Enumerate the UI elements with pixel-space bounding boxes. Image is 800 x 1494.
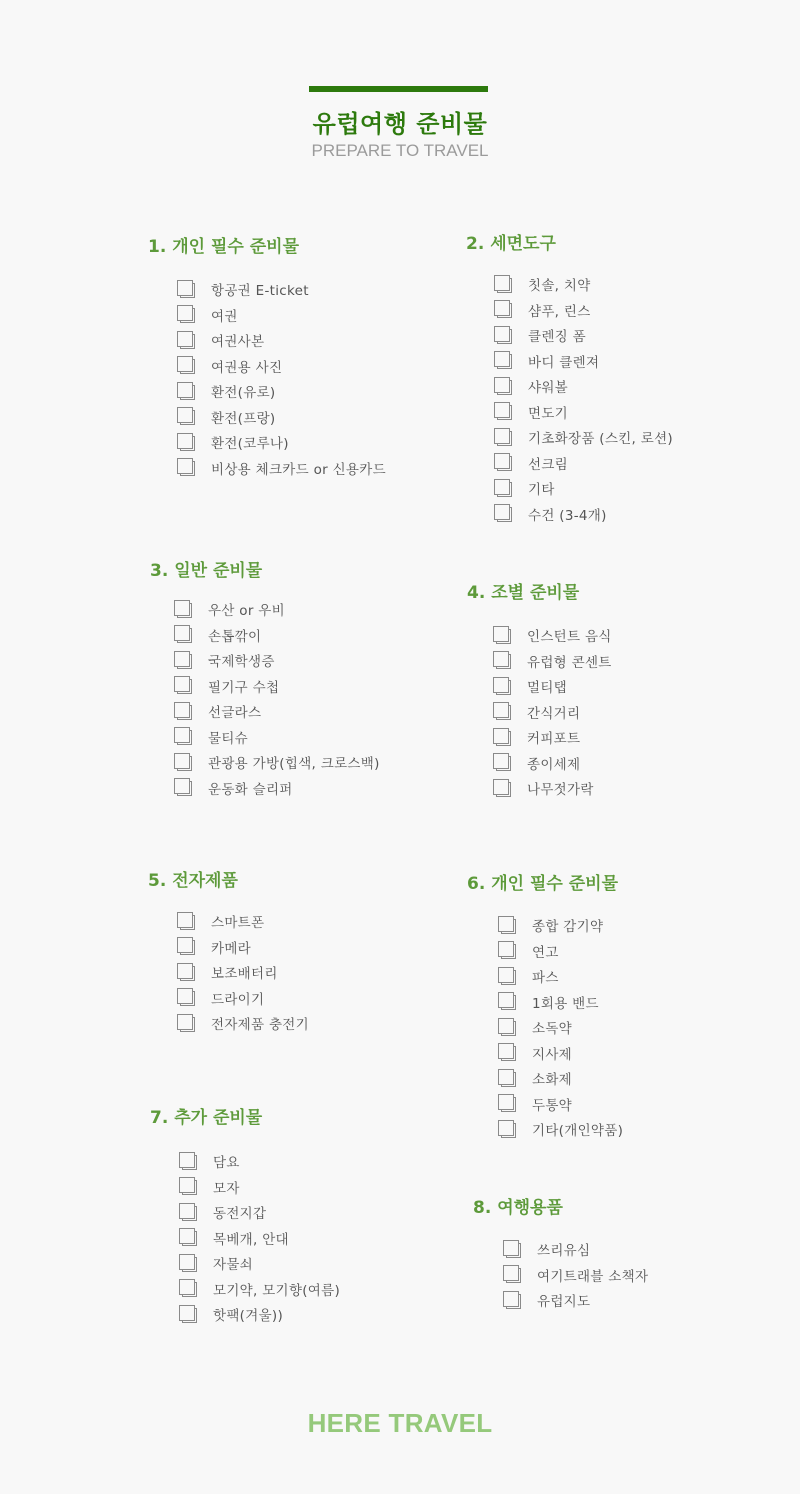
checklist-item[interactable] (179, 1202, 266, 1222)
checklist-item-label: 간식거리 (527, 705, 581, 722)
checklist-item[interactable] (177, 407, 276, 427)
checkbox[interactable] (177, 988, 196, 1007)
checklist-item-label: 자물쇠 (213, 1257, 254, 1273)
checklist-item-label: 유럽지도 (537, 1294, 591, 1310)
page-subtitle: PREPARE TO TRAVEL (311, 141, 489, 160)
checklist-item-label: 기타(개인약품) (532, 1123, 624, 1139)
footer-brand: HERE TRAVEL (307, 1408, 493, 1438)
checkbox[interactable] (179, 1228, 198, 1247)
checkbox[interactable] (174, 676, 193, 695)
checkbox[interactable] (179, 1279, 198, 1298)
checklist-item[interactable] (177, 962, 278, 982)
checklist-item[interactable] (503, 1265, 648, 1285)
checklist-item-label: 여권 (211, 308, 238, 325)
checklist-item-label: 종합 감기약 (532, 919, 604, 935)
checkbox[interactable] (494, 326, 513, 345)
checklist-item-label: 인스턴트 음식 (527, 629, 612, 645)
checkbox[interactable] (493, 753, 512, 772)
checklist-item-label: 멀티탭 (527, 680, 568, 696)
checklist-item[interactable] (493, 778, 594, 798)
checkbox[interactable] (177, 963, 196, 982)
checklist-item-label: 보조배터리 (211, 966, 278, 982)
checkbox[interactable] (494, 275, 513, 294)
checklist-item-label: 모자 (213, 1180, 240, 1197)
checklist-item-label: 운동화 슬리퍼 (208, 781, 293, 798)
checkbox[interactable] (498, 941, 517, 960)
checklist-item[interactable] (493, 625, 612, 645)
checklist-item[interactable] (177, 330, 264, 350)
checklist-item-label: 핫팩(겨울)) (213, 1308, 284, 1324)
checklist-item[interactable] (493, 753, 580, 773)
checkbox[interactable] (494, 300, 513, 319)
checklist-item[interactable] (177, 937, 251, 957)
checkbox[interactable] (177, 458, 196, 477)
checkbox[interactable] (174, 778, 193, 797)
checklist-item-label: 여권용 사진 (211, 359, 283, 376)
checklist-item-label: 샴푸, 린스 (528, 303, 591, 320)
checkbox[interactable] (179, 1152, 198, 1171)
checklist-item[interactable] (498, 1094, 572, 1114)
checklist-item-label: 목베개, 안대 (213, 1231, 289, 1248)
checklist-item[interactable] (179, 1304, 283, 1324)
checklist-item-label: 항공권 E-ticket (211, 283, 309, 299)
checklist-item[interactable] (494, 325, 586, 345)
checkbox[interactable] (498, 1094, 517, 1113)
section-heading: 8. 여행용품 (473, 1198, 563, 1218)
checklist-item[interactable] (177, 432, 289, 452)
checklist-item[interactable] (498, 966, 559, 986)
checkbox[interactable] (177, 305, 196, 324)
checklist-item-label: 관광용 가방(힙색, 크로스백) (208, 756, 380, 772)
checklist-item[interactable] (179, 1253, 253, 1273)
checklist-item-label: 드라이기 (211, 991, 265, 1008)
checkbox[interactable] (174, 651, 193, 670)
checklist-item-label: 나무젓가락 (527, 782, 594, 798)
section-heading: 2. 세면도구 (466, 234, 556, 254)
checkbox[interactable] (177, 1014, 196, 1033)
checkbox[interactable] (493, 677, 512, 696)
checkbox[interactable] (177, 331, 196, 350)
checklist-item-label: 두통약 (532, 1097, 573, 1114)
checkbox[interactable] (174, 625, 193, 644)
checkbox[interactable] (493, 626, 512, 645)
checklist-item[interactable] (179, 1228, 289, 1248)
checklist-item-label: 샤워볼 (528, 380, 569, 396)
checkbox[interactable] (498, 1018, 517, 1037)
checkbox[interactable] (503, 1265, 522, 1284)
checklist-item[interactable] (174, 727, 248, 747)
checkbox[interactable] (177, 280, 196, 299)
checklist-item-label: 모기약, 모기향(여름) (213, 1282, 341, 1299)
checklist-item[interactable] (498, 1017, 572, 1037)
checkbox[interactable] (494, 504, 513, 523)
checkbox[interactable] (493, 651, 512, 670)
checklist-item[interactable] (493, 676, 567, 696)
checkbox[interactable] (174, 753, 193, 772)
checklist-item[interactable] (177, 1013, 309, 1033)
checklist-item-label: 환전(프랑) (211, 410, 276, 427)
checkbox[interactable] (494, 453, 513, 472)
checkbox[interactable] (494, 479, 513, 498)
checklist-item-label: 바디 클렌져 (528, 354, 600, 371)
checklist-item-label: 카메라 (211, 940, 252, 957)
checkbox[interactable] (177, 356, 196, 375)
checklist-item[interactable] (177, 279, 309, 299)
checklist-item-label: 연고 (532, 944, 559, 961)
checklist-item[interactable] (179, 1279, 340, 1299)
checkbox[interactable] (493, 728, 512, 747)
checkbox[interactable] (177, 912, 196, 931)
checklist-item[interactable] (179, 1151, 240, 1171)
checklist-item-label: 소독약 (532, 1021, 573, 1037)
checkbox[interactable] (498, 1120, 517, 1139)
checkbox[interactable] (174, 702, 193, 721)
checklist-item-label: 물티슈 (208, 730, 249, 747)
checkbox[interactable] (493, 779, 512, 798)
checkbox[interactable] (179, 1254, 198, 1273)
checklist-item-label: 국제학생증 (208, 654, 275, 670)
checklist-item[interactable] (174, 778, 293, 798)
checklist-item[interactable] (494, 478, 555, 498)
checklist-item-label: 선크림 (528, 456, 569, 473)
section-heading: 5. 전자제품 (148, 871, 238, 891)
section-heading: 1. 개인 필수 준비물 (148, 237, 299, 257)
checklist-item[interactable] (177, 381, 276, 401)
checkbox[interactable] (498, 992, 517, 1011)
checklist-item-label: 소화제 (532, 1072, 573, 1088)
section-heading: 4. 조별 준비물 (467, 583, 580, 603)
checklist-item-label: 쓰리유심 (537, 1243, 591, 1259)
checkbox[interactable] (179, 1177, 198, 1196)
checklist-item[interactable] (494, 453, 568, 473)
header-accent-bar (309, 86, 488, 92)
checklist-item[interactable] (498, 992, 599, 1012)
checklist-item[interactable] (503, 1239, 590, 1259)
checklist-item-label: 수건 (3-4개) (528, 507, 607, 524)
checklist-item[interactable] (498, 1043, 572, 1063)
checklist-item-label: 파스 (532, 970, 559, 986)
checklist-item[interactable] (177, 458, 386, 478)
checklist-item[interactable] (498, 915, 603, 935)
checklist-item-label: 손톱깎이 (208, 628, 262, 645)
checklist-item[interactable] (498, 1119, 623, 1139)
checkbox[interactable] (177, 382, 196, 401)
checkbox[interactable] (494, 428, 513, 447)
checklist-item[interactable] (494, 427, 673, 447)
checklist-item[interactable] (498, 941, 559, 961)
checklist-item-label: 칫솔, 치약 (528, 278, 591, 294)
checklist-item-label: 여권사본 (211, 334, 265, 350)
checklist-item[interactable] (498, 1068, 572, 1088)
checklist-item-label: 비상용 체크카드 or 신용카드 (211, 461, 386, 478)
checklist-item-label: 1회용 밴드 (532, 995, 599, 1012)
checklist-item[interactable] (494, 274, 591, 294)
checkbox[interactable] (177, 433, 196, 452)
checkbox[interactable] (179, 1203, 198, 1222)
checkbox[interactable] (498, 1069, 517, 1088)
checkbox[interactable] (503, 1240, 522, 1259)
checklist-item-label: 환전(코루나) (211, 436, 289, 452)
checkbox[interactable] (493, 702, 512, 721)
section-heading: 3. 일반 준비물 (150, 561, 263, 581)
checklist-item-label: 환전(유로) (211, 385, 276, 401)
checklist-item[interactable] (174, 701, 261, 721)
checklist-item[interactable] (177, 911, 264, 931)
checklist-item[interactable] (174, 676, 279, 696)
checklist-item[interactable] (503, 1290, 590, 1310)
checklist-item[interactable] (177, 988, 264, 1008)
section-heading: 6. 개인 필수 준비물 (467, 874, 618, 894)
checklist-item[interactable] (494, 351, 599, 371)
checkbox[interactable] (498, 967, 517, 986)
checklist-item-label: 지사제 (532, 1046, 573, 1063)
checkbox[interactable] (174, 600, 193, 619)
checkbox[interactable] (494, 377, 513, 396)
page-title: 유럽여행 준비물 (312, 110, 488, 138)
checklist-item-label: 커피포트 (527, 731, 581, 747)
checklist-item-label: 기타 (528, 482, 555, 498)
checklist-item-label: 동전지갑 (213, 1206, 267, 1222)
checklist-item[interactable] (493, 702, 580, 722)
checklist-item-label: 여기트래블 소책자 (537, 1268, 649, 1285)
checklist-item[interactable] (493, 727, 580, 747)
checklist-item-label: 기초화장품 (스킨, 로션) (528, 431, 673, 447)
section-heading: 7. 추가 준비물 (150, 1108, 263, 1128)
checklist-item-label: 우산 or 우비 (208, 603, 285, 619)
checklist-item[interactable] (177, 305, 238, 325)
checklist-item[interactable] (494, 376, 568, 396)
checklist-item-label: 면도기 (528, 405, 569, 422)
checklist-item-label: 종이세제 (527, 756, 581, 773)
checklist-item[interactable] (174, 752, 380, 772)
checklist-item[interactable] (493, 651, 612, 671)
checklist-item[interactable] (174, 625, 261, 645)
checklist-item[interactable] (174, 599, 285, 619)
checklist-item-label: 필기구 수첩 (208, 679, 280, 696)
checkbox[interactable] (494, 402, 513, 421)
checklist-item-label: 유럽형 콘센트 (527, 654, 612, 671)
checkbox[interactable] (174, 727, 193, 746)
checkbox[interactable] (503, 1291, 522, 1310)
checklist-item-label: 클렌징 폼 (528, 329, 586, 345)
checkbox[interactable] (177, 937, 196, 956)
checklist-item[interactable] (174, 650, 275, 670)
checklist-item[interactable] (494, 300, 591, 320)
checklist-item-label: 선글라스 (208, 705, 262, 721)
checkbox[interactable] (498, 916, 517, 935)
checkbox[interactable] (179, 1305, 198, 1324)
checklist-item[interactable] (179, 1177, 240, 1197)
checklist-item[interactable] (494, 402, 568, 422)
checkbox[interactable] (498, 1043, 517, 1062)
checklist-item-label: 전자제품 충전기 (211, 1017, 309, 1033)
checklist-item[interactable] (494, 504, 607, 524)
checkbox[interactable] (494, 351, 513, 370)
checkbox[interactable] (177, 407, 196, 426)
checklist-item[interactable] (177, 356, 282, 376)
checklist-item-label: 담요 (213, 1155, 240, 1171)
checklist-item-label: 스마트폰 (211, 915, 265, 931)
